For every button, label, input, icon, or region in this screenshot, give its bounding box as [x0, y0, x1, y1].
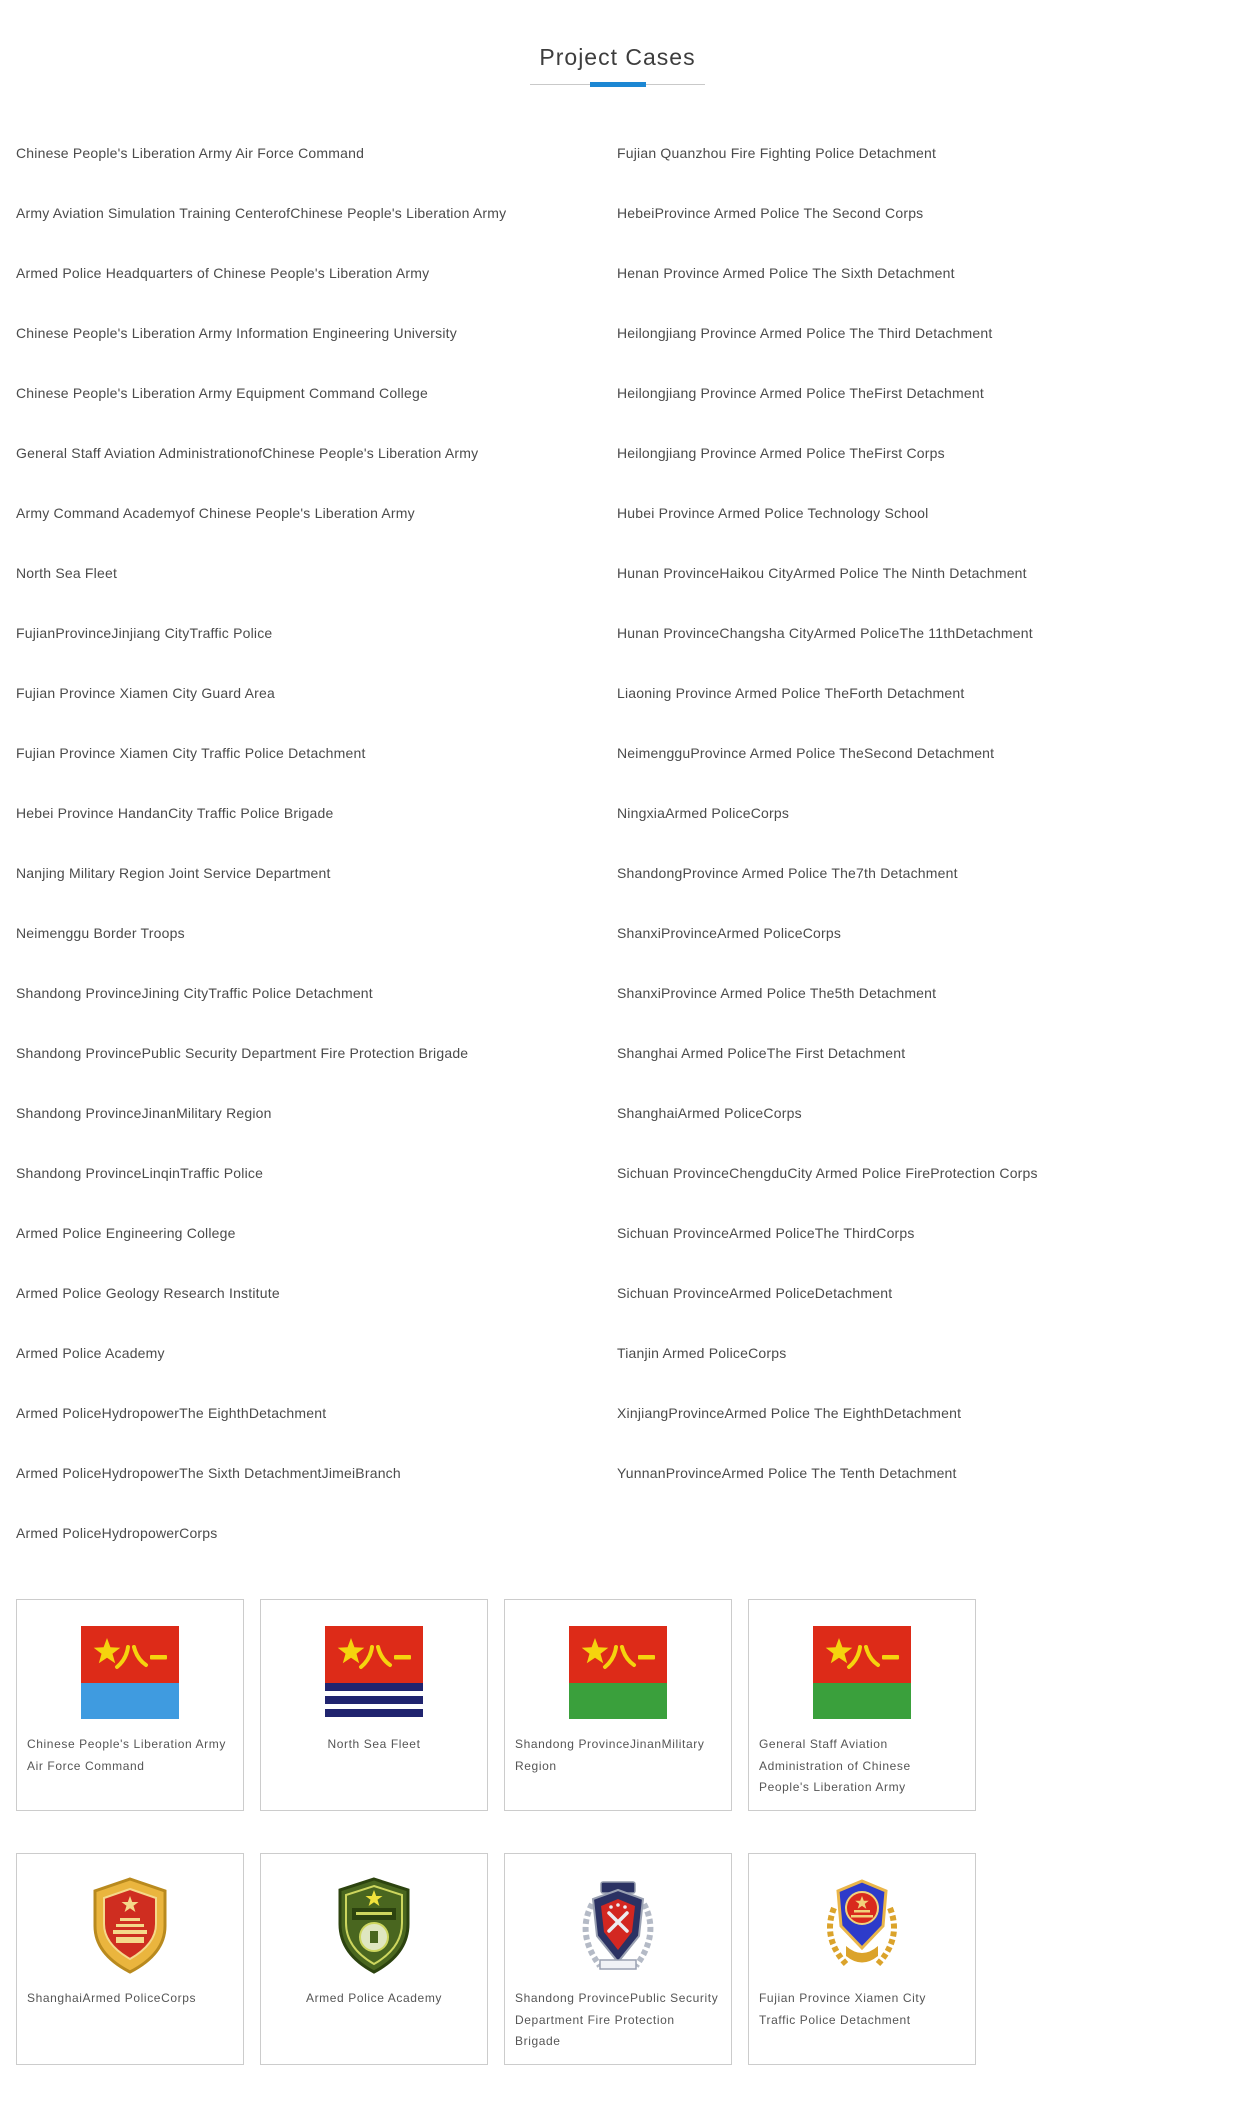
fire-service-emblem-icon — [570, 1876, 666, 1976]
project-list-item — [16, 543, 617, 603]
project-name: Shandong ProvincePublic Security Department Fire Protection Brigade — [16, 1045, 469, 1061]
project-name: FujianProvinceJinjiang CityTraffic Police — [16, 625, 273, 641]
project-list-item — [617, 183, 1235, 243]
project-list-item — [16, 303, 617, 363]
case-card — [504, 1853, 732, 2065]
project-name: Chinese People's Liberation Army Information Engineering University — [16, 325, 457, 341]
project-name: Henan Province Armed Police The Sixth Detachment — [617, 265, 955, 281]
project-list-item — [617, 543, 1235, 603]
project-list-item — [617, 243, 1235, 303]
project-list-item — [16, 1503, 617, 1563]
project-list-item — [16, 483, 617, 543]
case-image — [17, 1622, 243, 1722]
project-name: Shandong ProvinceJinanMilitary Region — [16, 1105, 272, 1121]
project-list-item — [16, 1383, 617, 1443]
project-name: Liaoning Province Armed Police TheForth Detachment — [617, 685, 965, 701]
case-cards — [0, 1599, 1235, 2065]
project-list-item — [16, 363, 617, 423]
title-divider-accent — [590, 82, 646, 87]
project-name: YunnanProvinceArmed Police The Tenth Detachment — [617, 1465, 957, 1481]
case-caption: Shandong ProvinceJinanMilitary Region — [515, 1737, 705, 1773]
project-list-item — [16, 903, 617, 963]
case-image — [505, 1622, 731, 1722]
case-card — [16, 1599, 244, 1811]
project-name: Hunan ProvinceHaikou CityArmed Police The Ninth Detachment — [617, 565, 1027, 581]
project-list-item — [16, 663, 617, 723]
project-list-item — [617, 663, 1235, 723]
case-image — [749, 1876, 975, 1976]
project-name: Fujian Quanzhou Fire Fighting Police Detachment — [617, 145, 937, 161]
pla-airforce-flag-icon — [81, 1626, 179, 1719]
armed-police-academy-emblem-icon — [326, 1876, 422, 1976]
case-cards-row-1 — [16, 1599, 1235, 1811]
project-name: Heilongjiang Province Armed Police TheFirst Corps — [617, 445, 945, 461]
project-list-item — [617, 483, 1235, 543]
project-name: Fujian Province Xiamen City Traffic Police Detachment — [16, 745, 366, 761]
project-list-item — [16, 1203, 617, 1263]
project-name: Armed Police Engineering College — [16, 1225, 236, 1241]
case-caption: ShanghaiArmed PoliceCorps — [27, 1991, 197, 2005]
case-caption: Chinese People's Liberation Army Air Force Command — [27, 1737, 226, 1773]
project-list-item — [617, 123, 1235, 183]
project-list-item — [617, 1143, 1235, 1203]
project-list-item — [16, 1143, 617, 1203]
project-name: Armed PoliceHydropowerCorps — [16, 1525, 218, 1541]
project-list-item — [16, 1323, 617, 1383]
project-name: North Sea Fleet — [16, 565, 118, 581]
page-title: Project Cases — [539, 44, 696, 70]
project-list-item — [617, 843, 1235, 903]
project-name: Armed Police Academy — [16, 1345, 165, 1361]
project-name: XinjiangProvinceArmed Police The EighthDetachment — [617, 1405, 962, 1421]
project-list-item — [617, 603, 1235, 663]
project-name: Tianjin Armed PoliceCorps — [617, 1345, 787, 1361]
project-list — [0, 123, 1235, 1563]
project-list-item — [617, 1083, 1235, 1143]
case-caption: North Sea Fleet — [327, 1737, 421, 1751]
project-name: Hubei Province Armed Police Technology School — [617, 505, 929, 521]
case-image — [17, 1876, 243, 1976]
project-list-item — [617, 1023, 1235, 1083]
case-caption: General Staff Aviation Administration of Chinese People's Liberation Army — [759, 1737, 911, 1795]
project-name: Sichuan ProvinceChengduCity Armed Police FireProtection Corps — [617, 1165, 1038, 1181]
project-name: NingxiaArmed PoliceCorps — [617, 805, 790, 821]
project-list-item — [16, 1263, 617, 1323]
project-list-item — [617, 1383, 1235, 1443]
project-name: Sichuan ProvinceArmed PoliceThe ThirdCorps — [617, 1225, 915, 1241]
project-list-left-column — [0, 123, 617, 1563]
project-list-item — [617, 963, 1235, 1023]
project-list-item — [16, 243, 617, 303]
project-name: General Staff Aviation AdministrationofChinese People's Liberation Army — [16, 445, 479, 461]
project-list-item — [16, 423, 617, 483]
pla-army-flag-icon — [569, 1626, 667, 1719]
project-list-item — [617, 423, 1235, 483]
project-list-item — [16, 723, 617, 783]
armed-police-gold-emblem-icon — [82, 1876, 178, 1976]
project-name: Armed PoliceHydropowerThe Sixth DetachmentJimeiBranch — [16, 1465, 401, 1481]
case-caption: Shandong ProvincePublic Security Department Fire Protection Brigade — [515, 1991, 719, 2049]
case-card — [16, 1853, 244, 2065]
project-list-item — [16, 963, 617, 1023]
project-name: Sichuan ProvinceArmed PoliceDetachment — [617, 1285, 893, 1301]
project-name: Nanjing Military Region Joint Service Department — [16, 865, 331, 881]
case-image — [749, 1622, 975, 1722]
project-list-item — [16, 1083, 617, 1143]
project-list-item — [16, 783, 617, 843]
project-name: Armed Police Geology Research Institute — [16, 1285, 280, 1301]
title-divider — [530, 84, 705, 85]
project-list-item — [16, 1443, 617, 1503]
project-name: Heilongjiang Province Armed Police The Third Detachment — [617, 325, 993, 341]
project-name: Chinese People's Liberation Army Air Force Command — [16, 145, 365, 161]
project-list-item — [617, 1263, 1235, 1323]
project-name: ShanghaiArmed PoliceCorps — [617, 1105, 802, 1121]
project-name: Armed Police Headquarters of Chinese People's Liberation Army — [16, 265, 430, 281]
project-list-item — [617, 723, 1235, 783]
project-list-item — [16, 1023, 617, 1083]
case-cards-row-2 — [16, 1853, 1235, 2065]
project-name: Fujian Province Xiamen City Guard Area — [16, 685, 275, 701]
project-name: ShanxiProvince Armed Police The5th Detachment — [617, 985, 937, 1001]
case-card — [748, 1853, 976, 2065]
project-name: ShandongProvince Armed Police The7th Detachment — [617, 865, 958, 881]
project-name: Neimenggu Border Troops — [16, 925, 185, 941]
case-image — [505, 1876, 731, 1976]
case-card — [748, 1599, 976, 1811]
project-name: Heilongjiang Province Armed Police TheFirst Detachment — [617, 385, 984, 401]
project-name: Shandong ProvinceLinqinTraffic Police — [16, 1165, 264, 1181]
project-list-item — [16, 843, 617, 903]
police-gold-emblem-icon — [814, 1876, 910, 1976]
case-caption: Fujian Province Xiamen City Traffic Police Detachment — [759, 1991, 926, 2027]
project-list-item — [617, 1323, 1235, 1383]
case-card — [260, 1599, 488, 1811]
project-list-item — [617, 1203, 1235, 1263]
project-name: HebeiProvince Armed Police The Second Corps — [617, 205, 924, 221]
project-name: ShanxiProvinceArmed PoliceCorps — [617, 925, 842, 941]
project-name: Army Command Academyof Chinese People's Liberation Army — [16, 505, 415, 521]
pla-army-flag-icon — [813, 1626, 911, 1719]
project-list-item — [617, 903, 1235, 963]
project-list-item — [16, 183, 617, 243]
project-list-item — [617, 363, 1235, 423]
project-name: Shanghai Armed PoliceThe First Detachment — [617, 1045, 906, 1061]
project-name: Hunan ProvinceChangsha CityArmed PoliceThe 11thDetachment — [617, 625, 1033, 641]
case-image — [261, 1622, 487, 1722]
project-list-item — [617, 783, 1235, 843]
project-list-item — [617, 303, 1235, 363]
pla-navy-flag-icon — [325, 1626, 423, 1719]
navy-stripes — [325, 1683, 423, 1717]
case-caption: Armed Police Academy — [305, 1991, 443, 2005]
project-list-item — [16, 123, 617, 183]
project-list-item — [16, 603, 617, 663]
case-card — [504, 1599, 732, 1811]
project-list-right-column — [617, 123, 1235, 1563]
project-name: NeimengguProvince Armed Police TheSecond Detachment — [617, 745, 995, 761]
project-name: Hebei Province HandanCity Traffic Police Brigade — [16, 805, 334, 821]
project-name: Armed PoliceHydropowerThe EighthDetachment — [16, 1405, 327, 1421]
case-image — [261, 1876, 487, 1976]
project-name: Shandong ProvinceJining CityTraffic Police Detachment — [16, 985, 373, 1001]
case-card — [260, 1853, 488, 2065]
header — [0, 0, 1235, 85]
project-list-item — [617, 1443, 1235, 1503]
project-name: Army Aviation Simulation Training CenterofChinese People's Liberation Army — [16, 205, 507, 221]
project-name: Chinese People's Liberation Army Equipment Command College — [16, 385, 428, 401]
